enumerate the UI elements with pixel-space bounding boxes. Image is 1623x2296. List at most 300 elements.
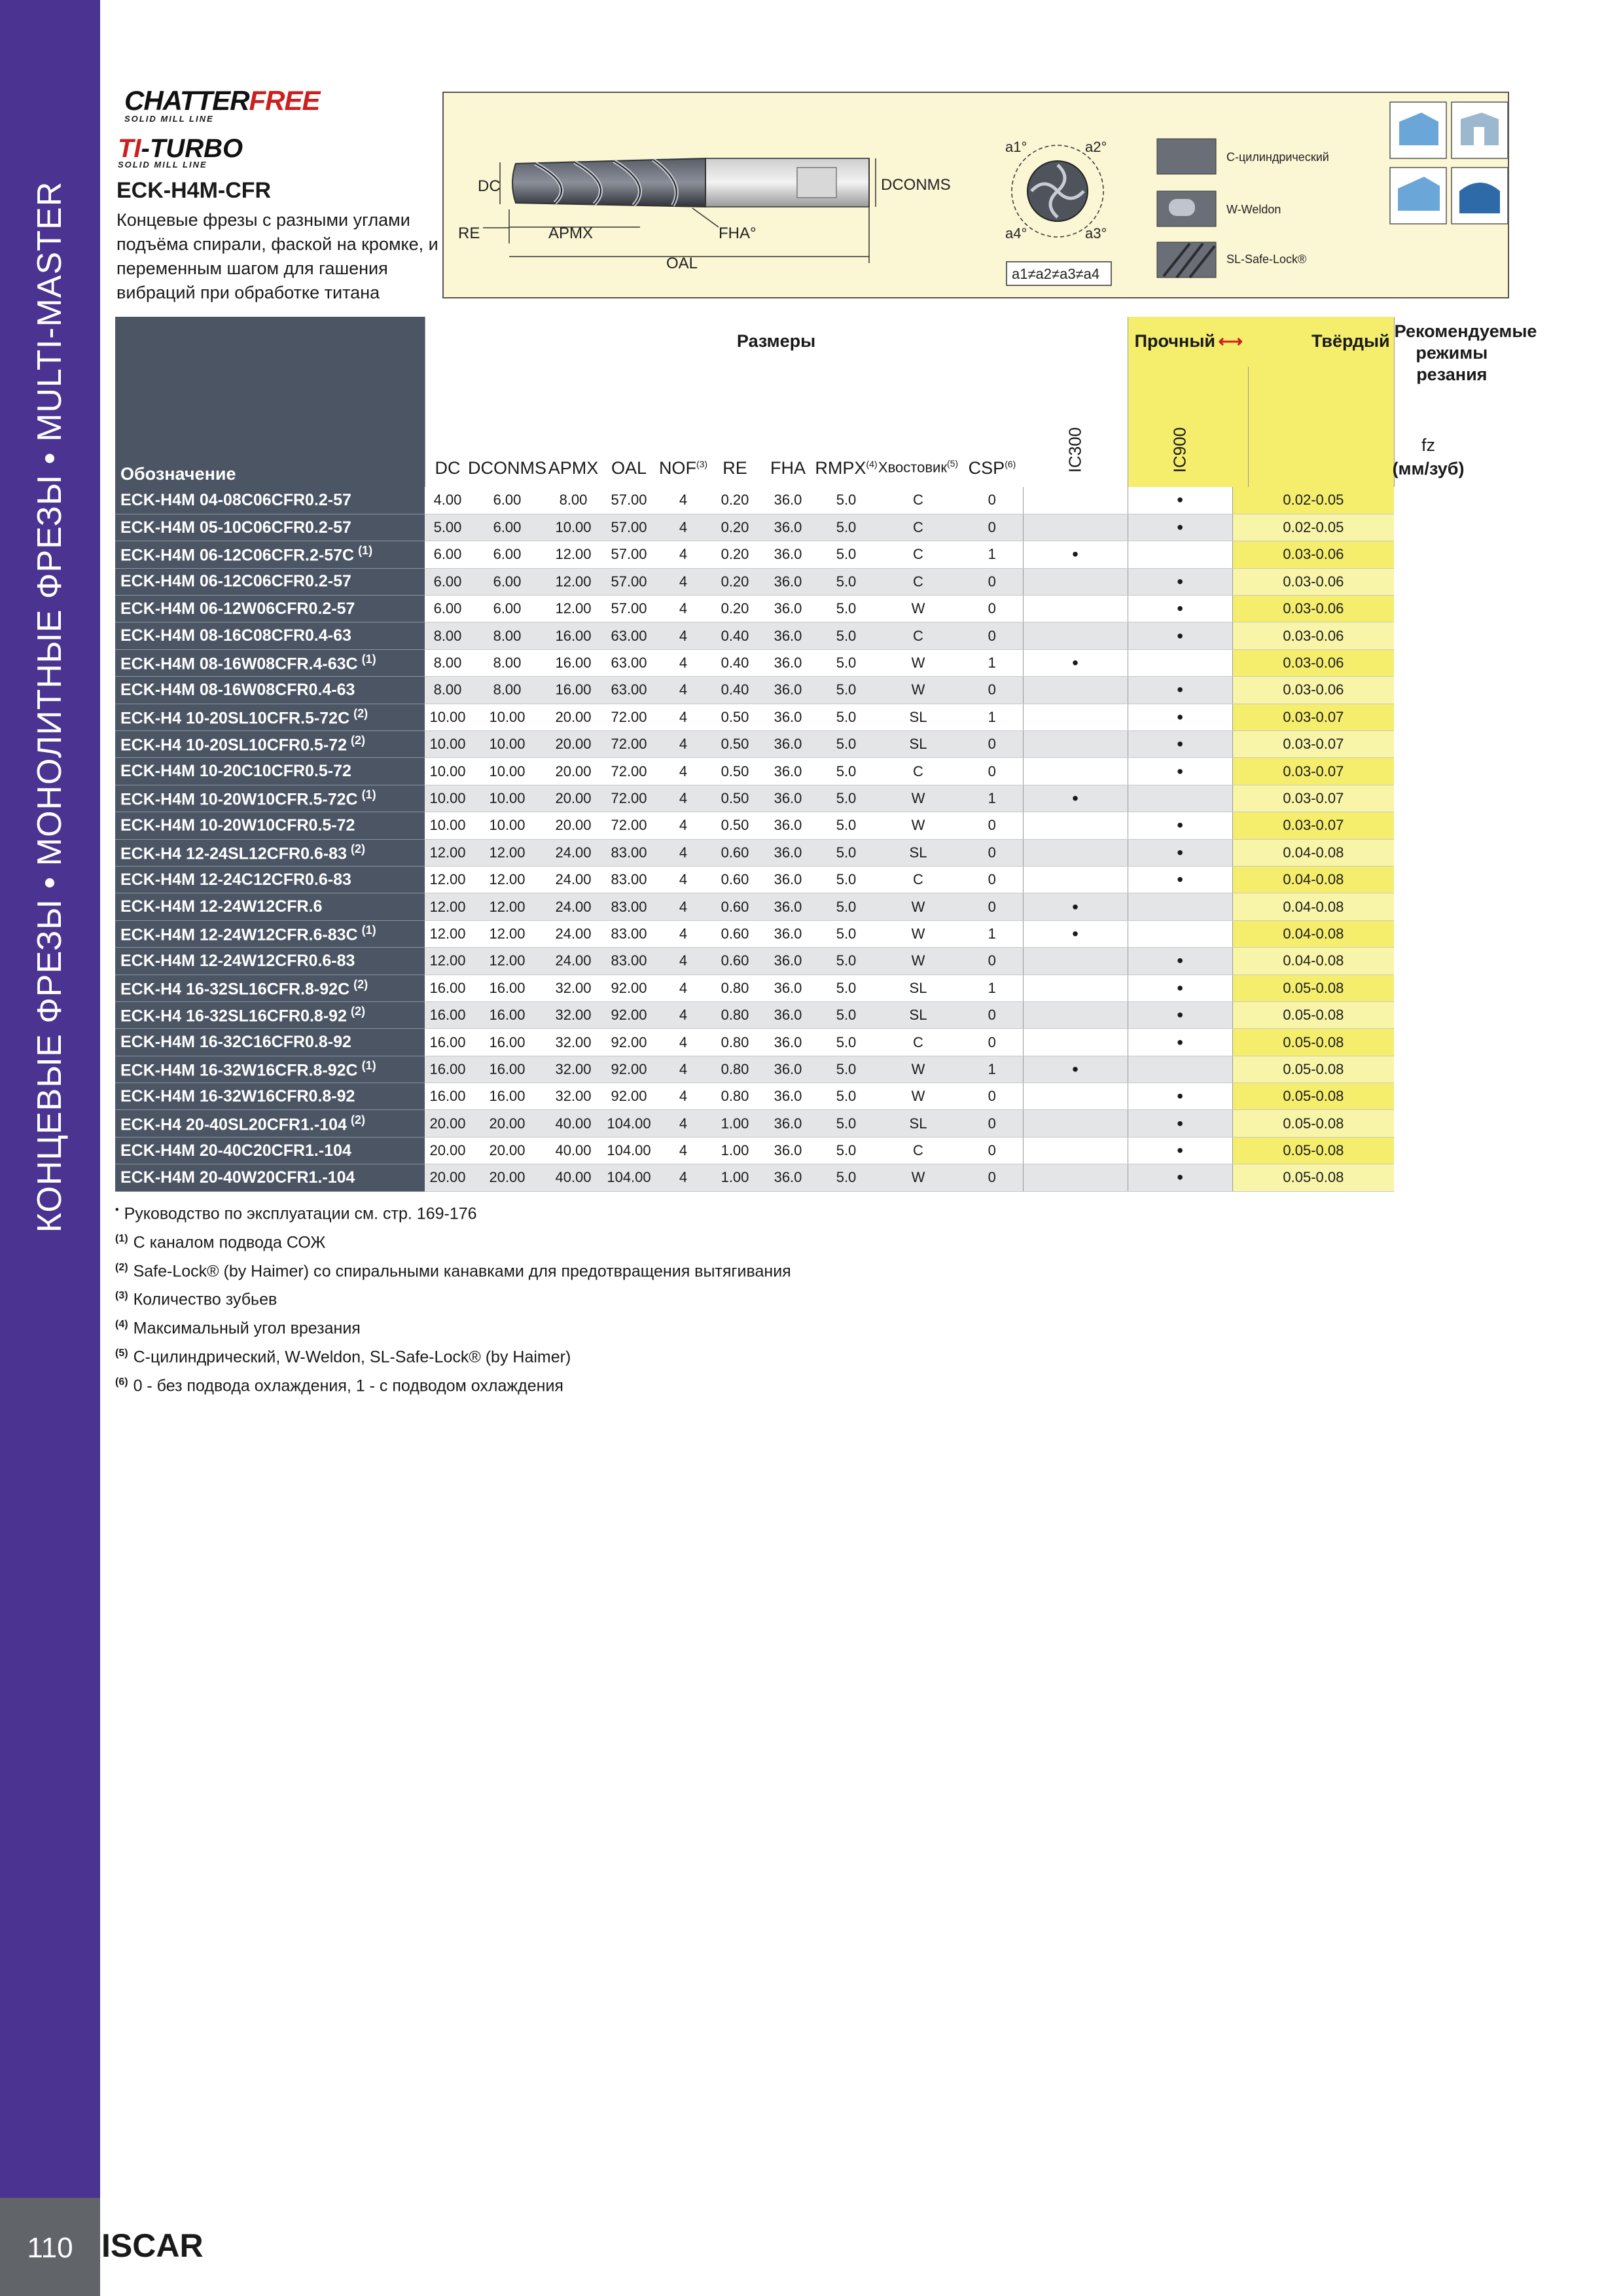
ic300-cell [1023,1110,1128,1137]
apmx-cell: 20.00 [544,758,603,785]
table-row [115,541,1509,568]
shank-cell: W [875,948,961,975]
ic900-cell [1128,649,1232,676]
ic300-cell [1023,677,1128,704]
nof-cell: 4 [655,920,711,947]
dconms-cell: 12.00 [471,920,544,947]
fz-label: fz [1421,435,1435,455]
designation-text: ECK-H4 16-32SL16CFR0.8-92 [120,1007,347,1026]
table-row [115,1056,1509,1083]
fz-cell: 0.02-0.05 [1232,487,1394,514]
ic900-cell: • [1128,839,1232,866]
oal-cell: 57.00 [603,596,655,622]
designation-text: ECK-H4 20-40SL20CFR1.-104 [120,1115,347,1134]
designation-text: ECK-H4M 06-12W06CFR0.2-57 [120,599,355,618]
apmx-cell: 24.00 [544,866,603,893]
header-label: RMPX [815,458,866,478]
footnote-text: Максимальный угол врезания [133,1319,361,1338]
table-row [115,514,1509,541]
ic900-cell: • [1128,1083,1232,1110]
csp-cell: 0 [961,1001,1023,1028]
footnote-text: С каналом подвода СОЖ [133,1233,326,1252]
rmpx-cell: 5.0 [817,731,875,758]
fz-cell: 0.05-0.08 [1232,975,1394,1001]
group-grades-left: Прочный [1134,331,1215,351]
header-note: (3) [696,459,708,469]
csp-cell: 0 [961,1083,1023,1110]
fz-cell: 0.05-0.08 [1232,1083,1394,1110]
header-note: (6) [1005,459,1016,469]
dc-cell: 20.00 [425,1164,471,1191]
page-number: 110 [27,2232,73,2264]
table-row [115,731,1509,758]
dconms-cell: 20.00 [471,1137,544,1164]
logo-titurbo-sub: SOLID MILL LINE [118,160,207,170]
oal-cell: 72.00 [603,731,655,758]
shank-cell: C [875,541,961,568]
dconms-cell: 6.00 [471,596,544,622]
dconms-cell: 16.00 [471,1056,544,1083]
dc-cell: 16.00 [425,1029,471,1056]
ic300-cell [1023,948,1128,975]
col-ic300-header: IC300 [1065,427,1085,473]
re-cell: 1.00 [711,1110,758,1137]
ic300-cell: • [1023,1056,1128,1083]
apmx-cell: 24.00 [544,893,603,920]
oal-cell: 83.00 [603,866,655,893]
re-cell: 0.60 [711,920,758,947]
re-cell: 0.80 [711,1029,758,1056]
label-re: RE [458,224,480,242]
shank-cell: C [875,758,961,785]
shank-cell: C [875,1029,961,1056]
rmpx-cell: 5.0 [817,948,875,975]
ic300-cell: • [1023,541,1128,568]
fha-cell: 36.0 [758,677,817,704]
header-label: CSP [968,458,1005,478]
shank-cell: SL [875,1110,961,1137]
header-note: (4) [866,459,878,469]
table-row [115,1029,1509,1056]
designation-note: (2) [353,706,368,720]
footnotes [115,1198,791,1399]
re-cell: 0.40 [711,622,758,649]
ic900-cell: • [1128,1110,1232,1137]
designation-text: ECK-H4M 20-40W20CFR1.-104 [120,1168,355,1187]
csp-cell: 0 [961,1164,1023,1191]
footnote-text: Руководство по эксплуатации см. стр. 169-176 [124,1204,477,1223]
dc-cell: 12.00 [425,839,471,866]
dc-cell: 8.00 [425,622,471,649]
dconms-cell: 10.00 [471,758,544,785]
ic300-cell [1023,866,1128,893]
apmx-cell: 32.00 [544,1029,603,1056]
fz-cell: 0.04-0.08 [1232,839,1394,866]
ic300-cell [1023,568,1128,595]
nof-cell: 4 [655,758,711,785]
fha-cell: 36.0 [758,487,817,514]
ic300-cell [1023,1083,1128,1110]
apmx-cell: 24.00 [544,839,603,866]
rmpx-cell: 5.0 [817,1110,875,1137]
col-ic900-header: IC900 [1169,427,1190,473]
fz-cell: 0.04-0.08 [1232,920,1394,947]
logo-chatter-sub: SOLID MILL LINE [124,114,214,124]
csp-cell: 0 [961,866,1023,893]
nof-cell: 4 [655,677,711,704]
table-row [115,622,1509,649]
fha-cell: 36.0 [758,1029,817,1056]
footnote-mark: (4) [115,1319,128,1331]
shank-cell: W [875,1056,961,1083]
shank-cell: W [875,1164,961,1191]
dc-cell: 12.00 [425,920,471,947]
ic300-cell [1023,514,1128,541]
ic300-cell [1023,1001,1128,1028]
oal-cell: 104.00 [603,1164,655,1191]
dconms-cell: 16.00 [471,1001,544,1028]
designation-cell [115,622,425,649]
footnote-text: Safe-Lock® (by Haimer) со спиральными канавками для предотвращения вытягивания [133,1261,791,1280]
fz-cell: 0.04-0.08 [1232,866,1394,893]
label-angle-inequality: a1≠a2≠a3≠a4 [1012,266,1100,282]
ic900-cell: • [1128,1029,1232,1056]
fha-cell: 36.0 [758,622,817,649]
designation-note: (1) [361,1058,376,1072]
shank-type-sl: SL-Safe-Lock® [1226,253,1307,266]
ic900-cell: • [1128,812,1232,839]
label-apmx: APMX [548,224,594,242]
end-mill-drawing [512,158,869,207]
csp-cell: 0 [961,839,1023,866]
ic900-cell: • [1128,1164,1232,1191]
nof-cell: 4 [655,812,711,839]
re-cell: 0.50 [711,704,758,730]
designation-cell [115,1029,425,1056]
header-label: APMX [548,458,599,478]
oal-cell: 72.00 [603,785,655,812]
designation-cell [115,785,425,812]
chatterfree-logo [124,85,320,124]
footnote-text: Количество зубьев [133,1290,277,1309]
table-row [115,812,1509,839]
shank-cell: W [875,1083,961,1110]
ic900-cell: • [1128,596,1232,622]
re-cell: 0.50 [711,731,758,758]
csp-cell: 1 [961,704,1023,730]
designation-cell [115,893,425,920]
ic900-cell: • [1128,758,1232,785]
designation-note: (2) [350,842,365,855]
fha-cell: 36.0 [758,1164,817,1191]
table-row [115,1001,1509,1028]
re-cell: 0.80 [711,1056,758,1083]
ic900-cell: • [1128,514,1232,541]
oal-cell: 92.00 [603,1056,655,1083]
rmpx-cell: 5.0 [817,1137,875,1164]
table-row [115,920,1509,947]
designation-note: (2) [350,1004,365,1018]
ic300-cell [1023,1137,1128,1164]
dconms-cell: 10.00 [471,785,544,812]
designation-text: ECK-H4M 16-32C16CFR0.8-92 [120,1033,351,1051]
designation-text: ECK-H4 12-24SL12CFR0.6-83 [120,844,347,863]
header-label: NOF [658,458,696,478]
csp-cell: 0 [961,622,1023,649]
designation-cell [115,704,425,730]
header-label: DCONMS [468,458,546,478]
designation-note: (1) [358,544,373,558]
dconms-cell: 20.00 [471,1110,544,1137]
fha-cell: 36.0 [758,975,817,1001]
ic900-cell [1128,1056,1232,1083]
designation-text: ECK-H4M 12-24W12CFR.6 [120,897,323,916]
shank-cell: SL [875,975,961,1001]
re-cell: 0.60 [711,839,758,866]
dconms-cell: 12.00 [471,893,544,920]
table-row [115,975,1509,1001]
oal-cell: 83.00 [603,948,655,975]
shank-cell: C [875,622,961,649]
ic900-cell: • [1128,568,1232,595]
re-cell: 0.50 [711,758,758,785]
fz-cell: 0.03-0.07 [1232,812,1394,839]
apmx-cell: 20.00 [544,704,603,730]
designation-text: ECK-H4M 12-24W12CFR.6-83C [120,925,358,944]
footnote-text: 0 - без подвода охлаждения, 1 - с подводом охлаждения [133,1376,563,1395]
re-cell: 0.20 [711,487,758,514]
logo-chatter-text: CHATTER [124,85,249,116]
nof-cell: 4 [655,731,711,758]
designation-cell [115,866,425,893]
label-a2: a2° [1085,139,1107,155]
rmpx-cell: 5.0 [817,920,875,947]
ic900-cell: • [1128,1137,1232,1164]
fha-cell: 36.0 [758,866,817,893]
designation-text: ECK-H4M 10-20W10CFR0.5-72 [120,816,355,834]
designation-cell [115,975,425,1001]
designation-cell [115,1083,425,1110]
dconms-cell: 6.00 [471,514,544,541]
apmx-cell: 16.00 [544,677,603,704]
designation-text: ECK-H4M 20-40C20CFR1.-104 [120,1141,351,1160]
re-cell: 0.20 [711,596,758,622]
fz-cell: 0.05-0.08 [1232,1029,1394,1056]
dconms-cell: 8.00 [471,649,544,676]
label-a3: a3° [1085,225,1107,242]
fha-cell: 36.0 [758,1001,817,1028]
group-dimensions: Размеры [736,331,816,351]
logo-ti-text: TI [118,134,141,163]
dc-cell: 10.00 [425,704,471,730]
header-label: Хвостовик [878,459,947,476]
designation-text: ECK-H4M 10-20W10CFR.5-72C [120,790,358,809]
shank-cell: C [875,1137,961,1164]
group-modes: Рекомендуемые режимы резания [1394,321,1537,384]
table-row [115,948,1509,975]
fha-cell: 36.0 [758,731,817,758]
fha-cell: 36.0 [758,704,817,730]
re-cell: 1.00 [711,1164,758,1191]
fz-cell: 0.02-0.05 [1232,514,1394,541]
dc-cell: 16.00 [425,1083,471,1110]
oal-cell: 92.00 [603,1029,655,1056]
oal-cell: 92.00 [603,1001,655,1028]
rmpx-cell: 5.0 [817,596,875,622]
fz-cell: 0.03-0.07 [1232,731,1394,758]
dc-cell: 10.00 [425,812,471,839]
apmx-cell: 10.00 [544,514,603,541]
ic300-cell: • [1023,920,1128,947]
cross-section-drawing [1012,145,1103,237]
apmx-cell: 12.00 [544,596,603,622]
designation-cell [115,596,425,622]
shank-cell: W [875,893,961,920]
csp-cell: 0 [961,487,1023,514]
logo-free-text: FREE [249,85,320,116]
re-cell: 0.80 [711,975,758,1001]
dc-cell: 5.00 [425,514,471,541]
re-cell: 1.00 [711,1137,758,1164]
dconms-cell: 6.00 [471,541,544,568]
designation-cell [115,1001,425,1028]
designation-text: ECK-H4M 08-16W08CFR.4-63C [120,655,358,673]
ic900-cell: • [1128,1001,1232,1028]
designation-cell [115,1164,425,1191]
designation-cell [115,677,425,704]
sidebar-section-title: КОНЦЕВЫЕ ФРЕЗЫ • МОНОЛИТНЫЕ ФРЕЗЫ • MULTI-MASTER [31,181,69,1233]
footnote-item [115,1283,791,1312]
ic900-cell [1128,541,1232,568]
dconms-cell: 16.00 [471,1083,544,1110]
fha-cell: 36.0 [758,948,817,975]
oal-cell: 104.00 [603,1137,655,1164]
designation-cell [115,514,425,541]
ic900-cell: • [1128,948,1232,975]
footnote-mark: (1) [115,1232,128,1244]
oal-cell: 92.00 [603,1083,655,1110]
apmx-cell: 32.00 [544,975,603,1001]
ic900-cell: • [1128,866,1232,893]
apmx-cell: 40.00 [544,1137,603,1164]
fha-cell: 36.0 [758,596,817,622]
product-table [115,317,1537,1192]
apmx-cell: 32.00 [544,1001,603,1028]
ic900-cell: • [1128,731,1232,758]
header-label: FHA [770,458,806,478]
designation-text: ECK-H4M 06-12C06CFR.2-57C [120,546,355,565]
group-grades-right: Твёрдый [1311,331,1390,351]
shank-cell: W [875,812,961,839]
rmpx-cell: 5.0 [817,1029,875,1056]
dconms-cell: 16.00 [471,1029,544,1056]
label-dconms: DCONMS [881,176,951,194]
footnote-item [115,1370,791,1399]
designation-cell [115,541,425,568]
dc-cell: 12.00 [425,893,471,920]
oal-cell: 104.00 [603,1110,655,1137]
table-row [115,1110,1509,1137]
rmpx-cell: 5.0 [817,1001,875,1028]
nof-cell: 4 [655,785,711,812]
nof-cell: 4 [655,1029,711,1056]
dc-cell: 6.00 [425,596,471,622]
fz-cell: 0.03-0.07 [1232,758,1394,785]
oal-cell: 57.00 [603,487,655,514]
csp-cell: 0 [961,948,1023,975]
titurbo-logo [118,134,243,170]
oal-cell: 63.00 [603,649,655,676]
fz-cell: 0.03-0.06 [1232,649,1394,676]
rmpx-cell: 5.0 [817,649,875,676]
rmpx-cell: 5.0 [817,541,875,568]
application-icons [1390,102,1508,224]
oal-cell: 57.00 [603,541,655,568]
table-row [115,704,1509,730]
dconms-cell: 12.00 [471,948,544,975]
fha-cell: 36.0 [758,541,817,568]
dc-cell: 12.00 [425,948,471,975]
shank-cell: W [875,596,961,622]
apmx-cell: 8.00 [544,487,603,514]
footnote-item [115,1312,791,1341]
csp-cell: 0 [961,514,1023,541]
shank-cell: C [875,866,961,893]
header-label: DC [435,458,461,478]
ic300-cell [1023,487,1128,514]
table-row [115,1164,1509,1191]
nof-cell: 4 [655,568,711,595]
table-row [115,677,1509,704]
rmpx-cell: 5.0 [817,568,875,595]
re-cell: 0.60 [711,893,758,920]
csp-cell: 1 [961,649,1023,676]
oal-cell: 83.00 [603,839,655,866]
fha-cell: 36.0 [758,812,817,839]
shank-cell: SL [875,1001,961,1028]
designation-cell [115,487,425,514]
logo-turbo-text: -TURBO [141,134,243,163]
rmpx-cell: 5.0 [817,514,875,541]
oal-cell: 72.00 [603,812,655,839]
ic300-cell [1023,1029,1128,1056]
nof-cell: 4 [655,487,711,514]
table-row [115,1137,1509,1164]
dconms-cell: 16.00 [471,975,544,1001]
ic900-cell [1128,920,1232,947]
apmx-cell: 32.00 [544,1083,603,1110]
shank-cell: SL [875,704,961,730]
dc-cell: 20.00 [425,1110,471,1137]
nof-cell: 4 [655,1083,711,1110]
designation-cell [115,731,425,758]
designation-text: ECK-H4M 16-32W16CFR0.8-92 [120,1086,355,1105]
col-designation: Обозначение [115,317,425,487]
nof-cell: 4 [655,1001,711,1028]
fz-cell: 0.04-0.08 [1232,948,1394,975]
rmpx-cell: 5.0 [817,975,875,1001]
apmx-cell: 24.00 [544,948,603,975]
designation-text: ECK-H4M 16-32W16CFR.8-92C [120,1061,358,1080]
fha-cell: 36.0 [758,514,817,541]
tool-diagram-svg [444,93,1508,297]
designation-cell [115,948,425,975]
apmx-cell: 12.00 [544,541,603,568]
table-row [115,839,1509,866]
fha-cell: 36.0 [758,1056,817,1083]
oal-cell: 83.00 [603,920,655,947]
brand-logo: ISCAR [101,2227,204,2264]
